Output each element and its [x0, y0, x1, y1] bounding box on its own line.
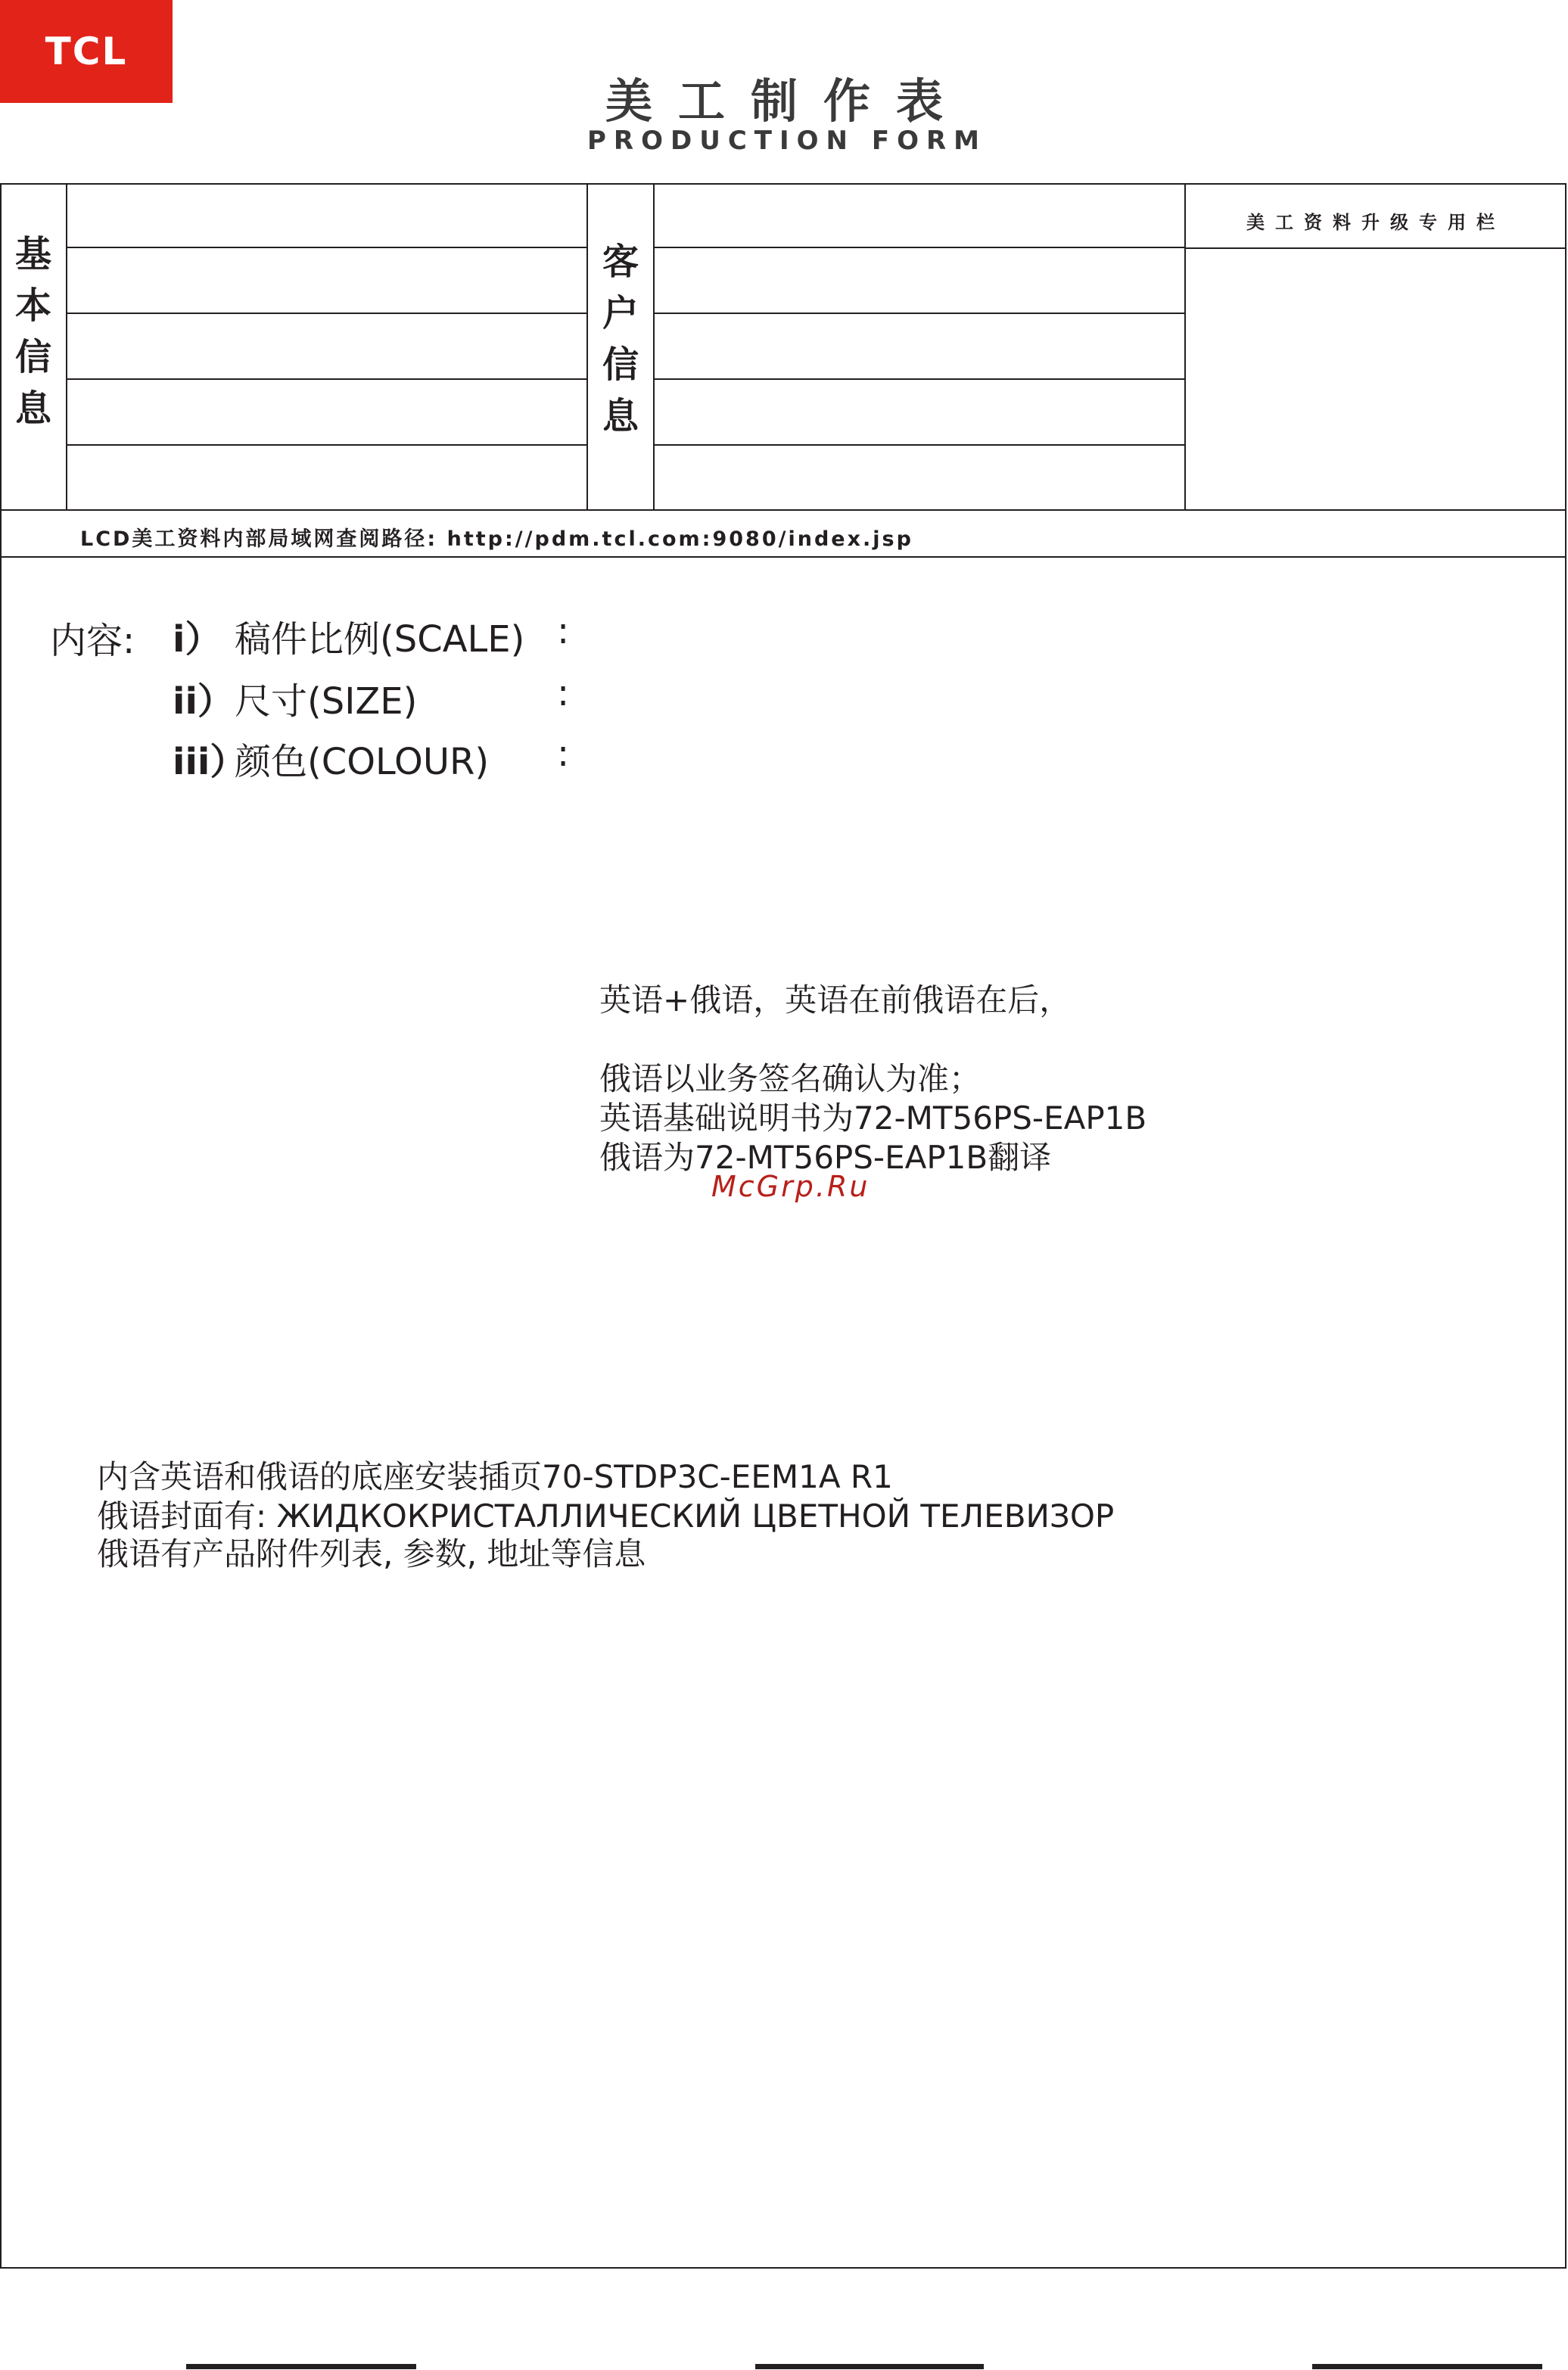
page-title: 美工制作表 [605, 73, 969, 129]
note-line: 俄语以业务签名确认为准； [599, 1060, 982, 1097]
item-number: ii） [173, 680, 234, 723]
signature-line [755, 2364, 984, 2369]
row-line [654, 378, 1185, 380]
row-line [67, 444, 587, 446]
section-divider [0, 509, 1566, 511]
colour-label: 颜色(COLOUR) [235, 741, 490, 783]
note-line: 俄语为72-MT56PS-EAP1B翻译 [599, 1139, 1052, 1176]
page-subtitle: PRODUCTION FORM [587, 126, 987, 156]
signature-line [186, 2364, 416, 2369]
note-line: 俄语封面有: ЖИДКОКРИСТАЛЛИЧЕСКИЙ ЦВЕТНОЙ ТЕЛЕВИЗОР [97, 1498, 1115, 1535]
row-line [67, 313, 587, 314]
scale-label: 稿件比例(SCALE) [235, 618, 525, 661]
row-line [67, 378, 587, 380]
row-line [1185, 247, 1566, 249]
watermark: McGrp.Ru [711, 1170, 870, 1203]
note-line: 英语+俄语，英语在前俄语在后， [599, 981, 1072, 1019]
item-colon: : [557, 672, 570, 714]
section-divider [0, 556, 1566, 558]
content-label: 内容: [50, 620, 135, 662]
upgrade-column-label: 美工资料升级专用栏 [1246, 212, 1505, 233]
row-line [654, 313, 1185, 314]
row-line [654, 444, 1185, 446]
row-line [67, 247, 587, 248]
item-colon: : [557, 732, 570, 775]
item-number: i） [173, 618, 222, 661]
customer-info-label: 客 户 信 息 [602, 241, 639, 437]
intranet-path: LCD美工资料内部局域网查阅路径: http://pdm.tcl.com:9080/index.jsp [80, 527, 913, 551]
basic-info-label: 基 本 信 息 [14, 233, 51, 430]
signature-line [1312, 2364, 1542, 2369]
size-label: 尺寸(SIZE) [235, 680, 418, 723]
row-line [654, 247, 1185, 248]
item-number: iii） [173, 741, 247, 783]
note-line: 英语基础说明书为72-MT56PS-EAP1B [599, 1099, 1147, 1137]
form-frame [0, 183, 1566, 2269]
note-line: 俄语有产品附件列表, 参数, 地址等信息 [97, 1535, 646, 1572]
tcl-logo: TCL [0, 0, 173, 103]
note-line: 内含英语和俄语的底座安装插页70-STDP3C-EEM1A R1 [97, 1458, 893, 1495]
item-colon: : [557, 610, 570, 652]
